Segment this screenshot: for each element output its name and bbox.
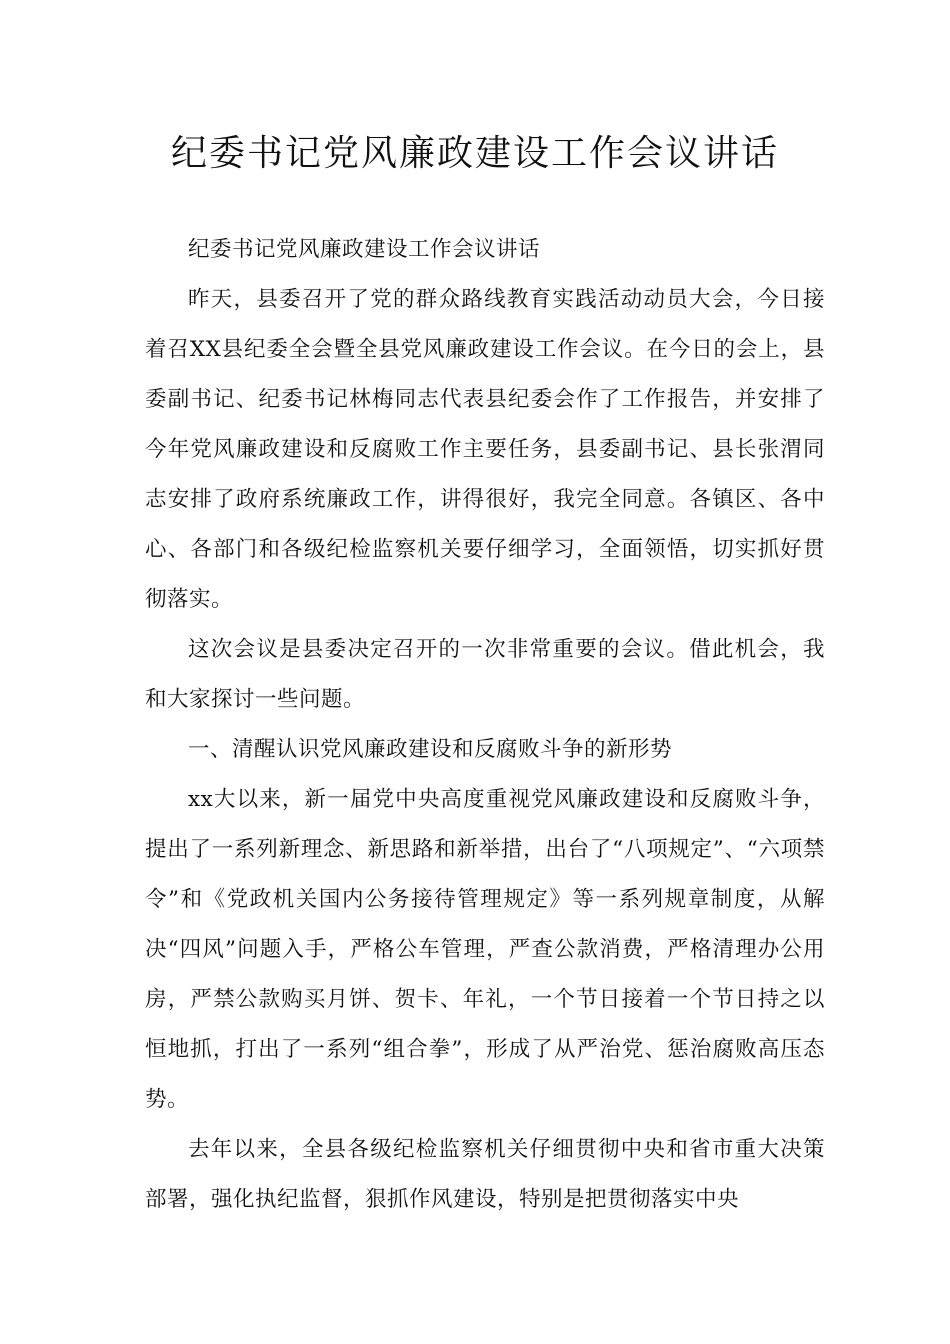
paragraph-intro: 昨天，县委召开了党的群众路线教育实践活动动员大会，今日接着召XX县纪委全会暨全县党风廉政建设工作会议。在今日的会上，县委副书记、纪委书记林梅同志代表县纪委会作了工作报告，并安排了今年党风廉政建设和反腐败工作主要任务，县委副书记、县长张渭同志安排了政府系统廉政工作，讲得很好，我完全同意。各镇区、各中心、各部门和各级纪检监察机关要仔细学习，全面领悟，切实抓好贯彻落实。 [145, 287, 825, 612]
paragraph-subtitle: 纪委书记党风廉政建设工作会议讲话 [188, 237, 541, 262]
document-body [145, 225, 825, 1225]
paragraph-progress: 去年以来，全县各级纪检监察机关仔细贯彻中央和省市重大决策部署，强化执纪监督，狠抓作风建设，特别是把贯彻落实中央 [145, 1137, 825, 1212]
section-heading-1: 一、清醒认识党风廉政建设和反腐败斗争的新形势 [188, 737, 673, 762]
paragraph-background: xx大以来，新一届党中央高度重视党风廉政建设和反腐败斗争，提出了一系列新理念、新思路和新举措，出台了“八项规定”、“六项禁令”和《党政机关国内公务接待管理规定》等一系列规章制度，从解决“四风”问题入手，严格公车管理，严查公款消费，严格清理办公用房，严禁公款购买月饼、贺卡、年礼，一个节日接着一个节日持之以恒地抓，打出了一系列“组合拳”，形成了从严治党、惩治腐败高压态势。 [145, 787, 825, 1112]
paragraph-purpose: 这次会议是县委决定召开的一次非常重要的会议。借此机会，我和大家探讨一些问题。 [145, 637, 825, 712]
document-title: 纪委书记党风廉政建设工作会议讲话 [170, 133, 779, 174]
